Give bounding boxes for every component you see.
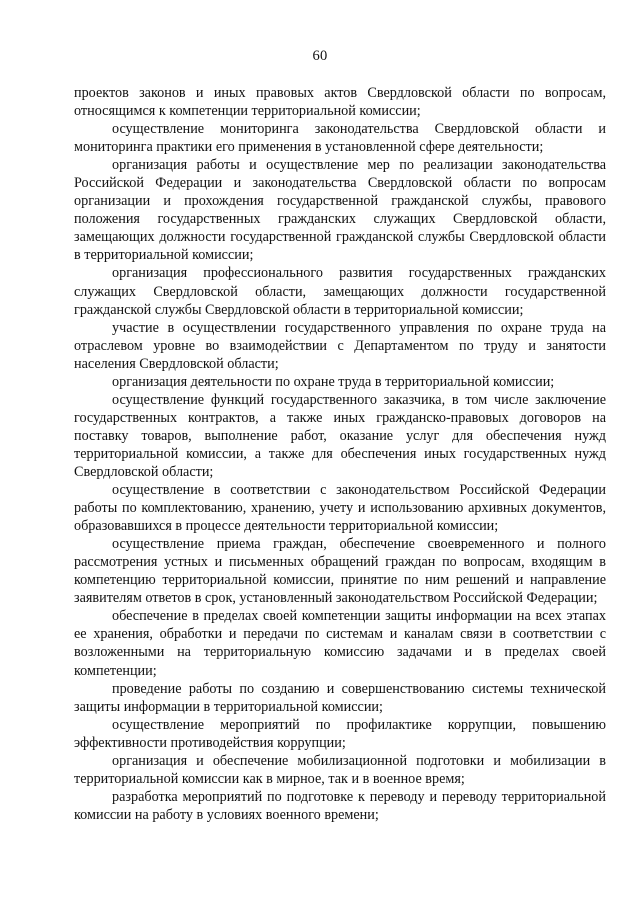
paragraph: проведение работы по созданию и совершенствованию системы технической защиты информации в территориальной комиссии;	[74, 680, 606, 715]
paragraph: осуществление мониторинга законодательства Свердловской области и мониторинга практики его применения в установленной сфере деятельности;	[74, 121, 606, 156]
paragraph: осуществление мероприятий по профилактике коррупции, повышению эффективности противодействия коррупции;	[74, 716, 606, 751]
paragraph: обеспечение в пределах своей компетенции защиты информации на всех этапах ее хранения, обработки и передачи по системам и каналам связи в соответствии с возложенными на территориальную комиссию задачами и в пределах своей компетенции;	[74, 608, 606, 679]
paragraph: осуществление функций государственного заказчика, в том числе заключение государственных контрактов, а также иных гражданско-правовых договоров на поставку товаров, выполнение работ, оказание услуг для обеспечения нужд территориальной комиссии, а также для обеспечения иных государственных нужд Свердловской области;	[74, 391, 606, 480]
paragraph: организация работы и осуществление мер по реализации законодательства Российской Федерации и законодательства Свердловской области по вопросам организации и прохождения государственной гражданской службы, правового положения государственных гражданских служащих Свердловской области, замещающих должности государственной гражданской службы Свердловской области в территориальной комиссии;	[74, 157, 606, 264]
page-number: 60	[312, 48, 328, 64]
paragraph: осуществление в соответствии с законодательством Российской Федерации работы по комплектованию, хранению, учету и использованию архивных документов, образовавшихся в процессе деятельности территориальной комиссии;	[74, 482, 606, 535]
paragraph: организация деятельности по охране труда в территориальной комиссии;	[112, 373, 555, 390]
paragraph: осуществление приема граждан, обеспечение своевременного и полного рассмотрения устных и письменных обращений граждан по вопросам, входящим в компетенцию территориальной комиссии, принятие по ним решений и направление заявителям ответов в срок, установленный законодательством Российской Федерации;	[74, 536, 606, 607]
paragraph: разработка мероприятий по подготовке к переводу и переводу территориальной комиссии на работу в условиях военного времени;	[74, 788, 606, 823]
document-body	[74, 84, 606, 824]
paragraph: проектов законов и иных правовых актов Свердловской области по вопросам, относящимся к компетенции территориальной комиссии;	[74, 85, 606, 120]
paragraph: организация профессионального развития государственных гражданских служащих Свердловской области, замещающих должности государственной гражданской службы Свердловской области в территориальной комиссии;	[74, 265, 606, 318]
paragraph: участие в осуществлении государственного управления по охране труда на отраслевом уровне во взаимодействии с Департаментом по труду и занятости населения Свердловской области;	[74, 319, 606, 372]
paragraph: организация и обеспечение мобилизационной подготовки и мобилизации в территориальной комиссии как в мирное, так и в военное время;	[74, 752, 606, 787]
